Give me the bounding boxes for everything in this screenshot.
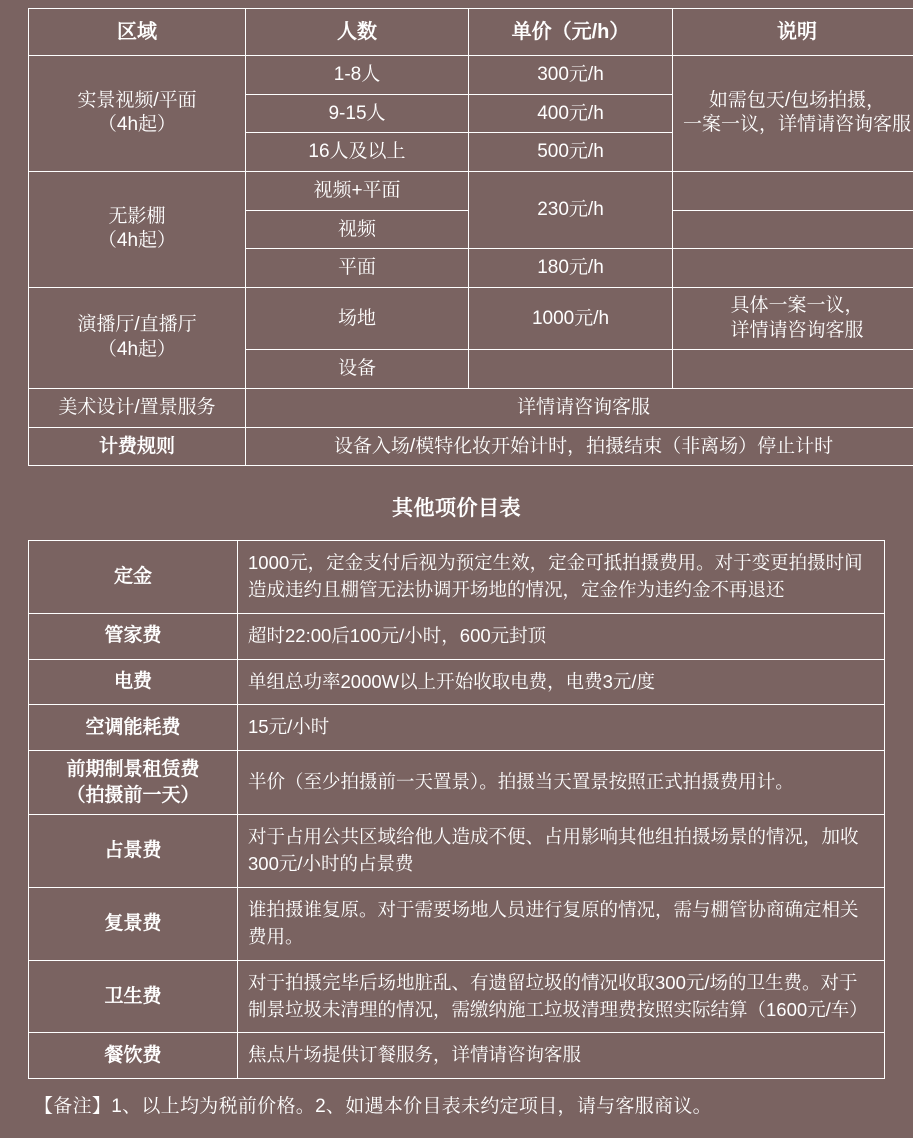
fee-value-catering: 焦点片场提供订餐服务，详情请咨询客服	[238, 1033, 885, 1079]
fee-value-occupy-scene: 对于占用公共区域给他人造成不便、占用影响其他组拍摄场景的情况，加收300元/小时的占景费	[238, 815, 885, 888]
other-fees-table	[28, 540, 885, 1079]
fee-value-aircon: 15元/小时	[238, 705, 885, 751]
fee-name-restore-scene: 复景费	[29, 888, 238, 961]
table-row	[29, 541, 885, 614]
table-row	[29, 888, 885, 961]
price-flat: 180元/h	[469, 249, 673, 288]
people-16-plus: 16人及以上	[246, 133, 469, 172]
fee-name-catering: 餐饮费	[29, 1033, 238, 1079]
column-header-area: 区域	[29, 9, 246, 56]
price-table-header-row	[29, 9, 913, 56]
table-row	[29, 751, 885, 815]
people-video-plus-flat: 视频+平面	[246, 171, 469, 210]
table-row	[29, 388, 913, 427]
art-design-value: 详情请咨询客服	[246, 388, 913, 427]
table-row	[29, 659, 885, 705]
fee-name-aircon: 空调能耗费	[29, 705, 238, 751]
fee-name-preset-rental: 前期制景租赁费 （拍摄前一天）	[29, 751, 238, 815]
people-flat: 平面	[246, 249, 469, 288]
desc-shadowless-1	[673, 171, 913, 210]
billing-rule-label: 计费规则	[29, 427, 246, 466]
people-equipment: 设备	[246, 350, 469, 389]
price-9-15: 400元/h	[469, 94, 673, 133]
fee-value-preset-rental: 半价（至少拍摄前一天置景）。拍摄当天置景按照正式拍摄费用计。	[238, 751, 885, 815]
price-equipment	[469, 350, 673, 389]
area-label-live-scene: 实景视频/平面 （4h起）	[29, 56, 246, 172]
price-1-8: 300元/h	[469, 56, 673, 95]
price-venue: 1000元/h	[469, 287, 673, 349]
table-row	[29, 1033, 885, 1079]
desc-live-scene: 如需包天/包场拍摄， 一案一议，详情请咨询客服	[673, 56, 913, 172]
price-video-plus-flat: 230元/h	[469, 171, 673, 248]
fee-value-butler: 超时22:00后100元/小时，600元封顶	[238, 613, 885, 659]
table-row	[29, 171, 913, 210]
fee-name-deposit: 定金	[29, 541, 238, 614]
fee-value-electricity: 单组总功率2000W以上开始收取电费，电费3元/度	[238, 659, 885, 705]
column-header-desc: 说明	[673, 9, 913, 56]
fee-name-butler: 管家费	[29, 613, 238, 659]
fee-value-restore-scene: 谁拍摄谁复原。对于需要场地人员进行复原的情况，需与棚管协商确定相关费用。	[238, 888, 885, 961]
fee-value-cleaning: 对于拍摄完毕后场地脏乱、有遗留垃圾的情况收取300元/场的卫生费。对于制景垃圾未清理的情况，需缴纳施工垃圾清理费按照实际结算（1600元/车）	[238, 960, 885, 1033]
table-row	[29, 815, 885, 888]
table-row	[29, 56, 913, 95]
table-row	[29, 427, 913, 466]
table-row	[29, 613, 885, 659]
billing-rule-value: 设备入场/模特化妆开始计时，拍摄结束（非离场）停止计时	[246, 427, 913, 466]
price-16-plus: 500元/h	[469, 133, 673, 172]
table-row	[29, 705, 885, 751]
fee-value-deposit: 1000元，定金支付后视为预定生效，定金可抵拍摄费用。对于变更拍摄时间造成违约且棚管无法协调开场地的情况，定金作为违约金不再退还	[238, 541, 885, 614]
fee-name-cleaning: 卫生费	[29, 960, 238, 1033]
desc-shadowless-3	[673, 249, 913, 288]
column-header-people: 人数	[246, 9, 469, 56]
area-label-art-design: 美术设计/置景服务	[29, 388, 246, 427]
people-video: 视频	[246, 210, 469, 249]
section-title-other-fees: 其他项价目表	[28, 492, 885, 522]
fee-name-electricity: 电费	[29, 659, 238, 705]
people-9-15: 9-15人	[246, 94, 469, 133]
desc-studio-hall-2	[673, 350, 913, 389]
people-venue: 场地	[246, 287, 469, 349]
fee-name-occupy-scene: 占景费	[29, 815, 238, 888]
desc-studio-hall: 具体一案一议， 详情请咨询客服	[673, 287, 913, 349]
price-table	[28, 8, 913, 466]
table-row	[29, 960, 885, 1033]
footnote: 【备注】1、以上均为税前价格。2、如遇本价目表未约定项目，请与客服商议。	[28, 1091, 885, 1118]
area-label-studio-hall: 演播厅/直播厅 （4h起）	[29, 287, 246, 388]
people-1-8: 1-8人	[246, 56, 469, 95]
column-header-price: 单价（元/h）	[469, 9, 673, 56]
desc-shadowless-2	[673, 210, 913, 249]
area-label-shadowless-studio: 无影棚 （4h起）	[29, 171, 246, 287]
pricing-document	[0, 8, 913, 1138]
table-row	[29, 287, 913, 349]
